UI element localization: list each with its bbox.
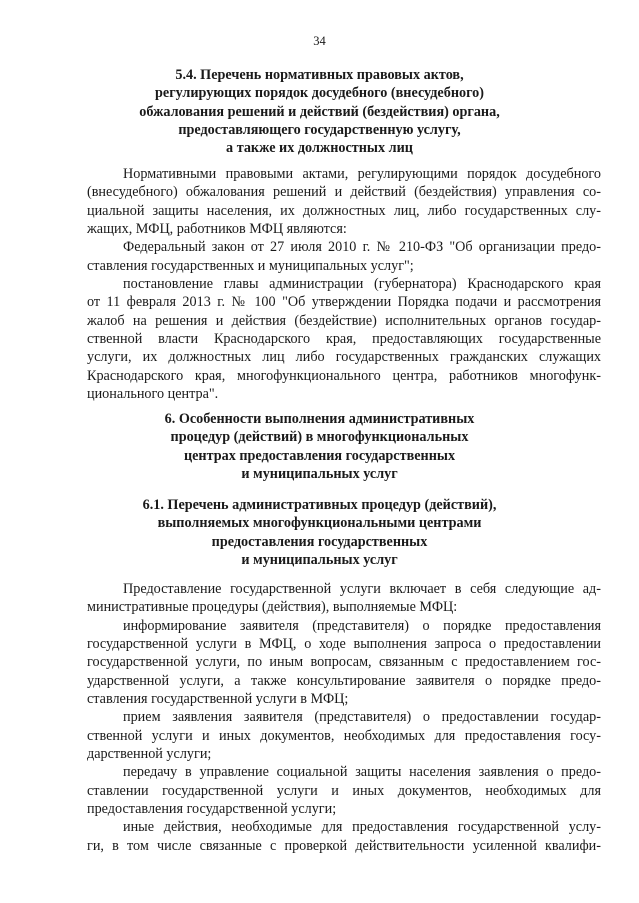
heading-line: выполняемых многофункциональными центрами bbox=[157, 515, 482, 532]
heading-line: и муниципальных услуг bbox=[241, 465, 398, 482]
heading-line: 5.4. Перечень нормативных правовых актов, bbox=[175, 67, 464, 83]
text-line: прием заявления заявителя (представителя) о предоставлении государ- bbox=[123, 709, 601, 726]
section-5-4-body bbox=[87, 165, 601, 403]
heading-line: 6.1. Перечень административных процедур (действий), bbox=[142, 497, 497, 513]
text-line: услуги, их должностных лиц либо государственных гражданских служащих bbox=[87, 349, 601, 366]
text-line: ставления государственной услуги в МФЦ; bbox=[87, 691, 349, 708]
section-6-heading bbox=[0, 410, 639, 483]
section-6-1-body bbox=[87, 580, 601, 855]
text-line: циальной защиты населения, их должностных лиц, либо государственных слу- bbox=[87, 202, 601, 219]
text-line: ставления государственных и муниципальных услуг"; bbox=[87, 257, 414, 274]
text-line: министративные процедуры (действия), выполняемые МФЦ: bbox=[87, 599, 458, 616]
heading-line: предоставления государственных bbox=[211, 533, 428, 550]
text-line: жалоб на решения и действия (бездействие) исполнительных органов государ- bbox=[87, 312, 601, 329]
text-line: передачу в управление социальной защиты населения заявления о предо- bbox=[123, 764, 601, 781]
text-line: информирование заявителя (представителя) о порядке предоставления bbox=[123, 617, 601, 634]
text-line: Федеральный закон от 27 июля 2010 г. № 210-ФЗ "Об организации предо- bbox=[123, 239, 601, 256]
text-line: ционального центра". bbox=[87, 386, 219, 403]
text-line: иные действия, необходимые для предоставления государственной услу- bbox=[123, 819, 601, 836]
text-line: предоставления государственной услуги; bbox=[87, 801, 337, 818]
text-line: (внесудебного) обжалования решений и действий (бездействия) управления со- bbox=[87, 184, 601, 201]
text-line: постановление главы администрации (губернатора) Краснодарского края bbox=[123, 276, 601, 293]
text-line: Нормативными правовыми актами, регулирующими порядок досудебного bbox=[123, 166, 601, 182]
section-6-1-heading bbox=[0, 496, 639, 569]
heading-line: процедур (действий) в многофункциональных bbox=[170, 429, 469, 446]
text-line: жащих, МФЦ, работников МФЦ являются: bbox=[87, 221, 347, 238]
text-line: ги, в том числе связанные с проверкой действительности усиленной квалифи- bbox=[87, 837, 601, 854]
heading-line: регулирующих порядок досудебного (внесудебного) bbox=[155, 85, 484, 102]
heading-line: предоставляющего государственную услугу, bbox=[178, 121, 461, 138]
text-line: Краснодарского края, многофункционального центра, работников многофунк- bbox=[87, 367, 601, 384]
text-line: ставлении государственной услуги и иных документов, необходимых для bbox=[87, 782, 601, 799]
section-5-4-heading bbox=[0, 66, 639, 157]
text-line: ударственной услуги, а также консультирование заявителя о порядке предо- bbox=[87, 672, 601, 689]
text-line: от 11 февраля 2013 г. № 100 "Об утверждении Порядка подачи и рассмотрения bbox=[87, 294, 601, 311]
text-line: государственной услуги в МФЦ, о ходе выполнения запроса о предоставлении bbox=[87, 636, 601, 653]
heading-line: 6. Особенности выполнения административных bbox=[164, 411, 475, 427]
text-line: Предоставление государственной услуги включает в себя следующие ад- bbox=[123, 581, 601, 597]
heading-line: обжалования решений и действий (бездействия) органа, bbox=[139, 103, 500, 120]
text-line: государственной услуги, по иным вопросам, связанным с предоставлением гос- bbox=[87, 654, 601, 671]
page-number: 34 bbox=[313, 34, 326, 48]
heading-line: и муниципальных услуг bbox=[241, 551, 398, 568]
heading-line: центрах предоставления государственных bbox=[183, 447, 456, 464]
heading-line: а также их должностных лиц bbox=[226, 140, 413, 157]
text-line: ственной власти Краснодарского края, предоставляющих государственные bbox=[87, 331, 601, 348]
text-line: дарственной услуги; bbox=[87, 746, 212, 763]
text-line: ственной услуги и иных документов, необходимых для предоставления госу- bbox=[87, 727, 601, 744]
